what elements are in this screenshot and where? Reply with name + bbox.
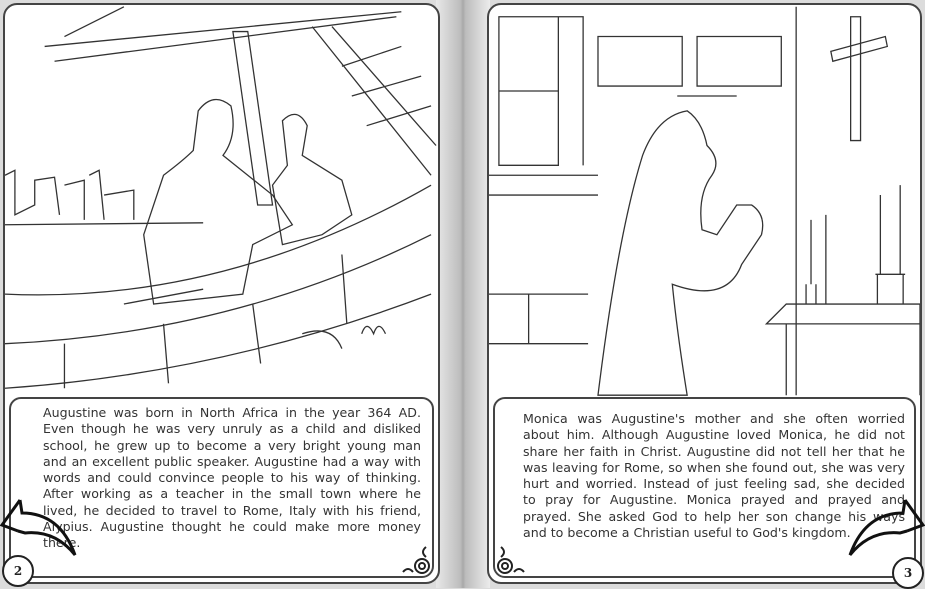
text-line: and to become a Christian useful to God's kingdom.: [523, 525, 851, 541]
illustration-augustine-ship: [5, 5, 438, 397]
illustration-monica-praying: [489, 5, 920, 397]
text-line: to pray for Augustine. Monica prayed and prayed and: [523, 492, 905, 508]
text-line: was leaving for Rome, so when she found out, she was very: [523, 459, 905, 475]
corner-ornament-icon: [495, 542, 529, 576]
text-line: and an excellent public speaker. Augustine had a way with: [43, 453, 421, 469]
text-line: Even though he was very unruly as a child and disliked: [43, 421, 421, 437]
page-number-3: 3: [892, 557, 924, 589]
text-line: there.: [43, 535, 81, 551]
text-line: words and could convince people to his way of thinking.: [43, 470, 421, 486]
text-line: Alypius. Augustine thought he could make more money: [43, 519, 421, 535]
text-line: about him. Although Augustine loved Monica, he did not: [523, 427, 905, 443]
text-line: school, he grew up to become a very bright young man: [43, 437, 421, 453]
text-line: prayed. She asked God to help her son change his ways: [523, 508, 905, 524]
text-line: lived, he decided to travel to Rome, Italy with his friend,: [43, 502, 421, 518]
page-number-2: 2: [2, 555, 34, 587]
corner-ornament-icon: [398, 542, 432, 576]
text-line: share her faith in Christ. Augustine did not tell her that he: [523, 443, 905, 459]
previous-page-arrow-icon[interactable]: [0, 495, 80, 565]
text-line: hurt and worried. Instead of just feeling sad, she decided: [523, 476, 905, 492]
text-line: Monica was Augustine's mother and she often worried: [523, 411, 905, 426]
book-gutter: [436, 0, 490, 588]
text-line: Augustine was born in North Africa in the year 364 AD.: [43, 405, 421, 420]
text-line: After working as a teacher in the small town where he: [43, 486, 421, 502]
story-text: [43, 405, 421, 552]
next-page-arrow-icon[interactable]: [845, 495, 925, 565]
